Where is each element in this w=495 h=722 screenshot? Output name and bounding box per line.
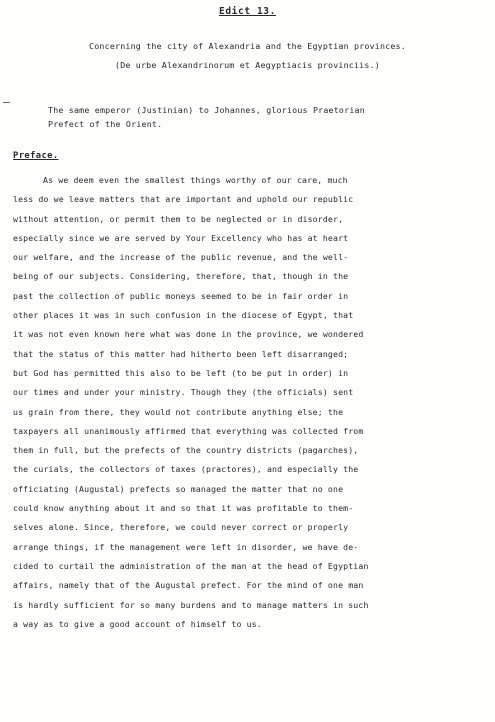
text-line: is hardly sufficient for so many burdens and to manage matters in such <box>13 599 369 610</box>
text-line: that the status of this matter had hitherto been left disarranged; <box>13 348 349 359</box>
address-line: The same emperor (Justinian) to Johannes, glorious Praetorian <box>48 105 365 115</box>
text-line: the curials, the collectors of taxes (practores), and especially the <box>13 464 359 475</box>
text-line: it was not even known here what was done in the province, we wondered <box>13 329 364 340</box>
text-line: cided to curtail the administration of the man at the head of Egyptian <box>13 560 369 571</box>
text-line: less do we leave matters that are important and uphold our republic <box>13 194 354 205</box>
text-line: arrange things, if the management were left in disorder, we have de- <box>13 541 359 552</box>
address-block <box>48 103 365 131</box>
subtitle-english: Concerning the city of Alexandria and the Egyptian provinces. <box>89 41 406 51</box>
text-line: us grain from there, they would not contribute anything else; the <box>13 406 344 417</box>
text-line: our times and under your ministry. Though they (the officials) sent <box>13 387 354 398</box>
subtitle-latin: (De urbe Alexandrinorum et Aegyptiacis provinciis.) <box>115 60 380 70</box>
text-line: taxpayers all unanimously affirmed that everything was collected from <box>13 425 364 436</box>
text-line: a way as to give a good account of himself to us. <box>13 618 262 629</box>
text-line: being of our subjects. Considering, therefore, that, though in the <box>13 271 349 282</box>
text-line: but God has permitted this also to be left (to be put in order) in <box>13 367 349 378</box>
text-line: our welfare, and the increase of the public revenue, and the well- <box>13 252 349 263</box>
text-line: them in full, but the prefects of the country districts (pagarches), <box>13 445 359 456</box>
text-line: affairs, namely that of the Augustal prefect. For the mind of one man <box>13 580 364 591</box>
text-line: other places it was in such confusion in the diocese of Egypt, that <box>13 310 354 321</box>
text-line: past the collection of public moneys seemed to be in fair order in <box>13 290 349 301</box>
text-line: officiating (Augustal) prefects so managed the matter that no one <box>13 483 344 494</box>
preface-heading: Preface. <box>13 151 59 161</box>
text-line: As we deem even the smallest things worthy of our care, much <box>43 175 348 185</box>
text-line: selves alone. Since, therefore, we could never correct or properly <box>13 522 349 533</box>
document-title: Edict 13. <box>219 6 276 17</box>
text-line: especially since we are served by Your Excellency who has at heart <box>13 232 349 243</box>
text-line: could know anything about it and so that it was profitable to them- <box>13 503 354 514</box>
address-line: Prefect of the Orient. <box>48 119 163 129</box>
text-line: without attention, or permit them to be neglected or in disorder, <box>13 213 344 224</box>
preface-body <box>13 171 488 634</box>
margin-mark <box>3 102 10 103</box>
